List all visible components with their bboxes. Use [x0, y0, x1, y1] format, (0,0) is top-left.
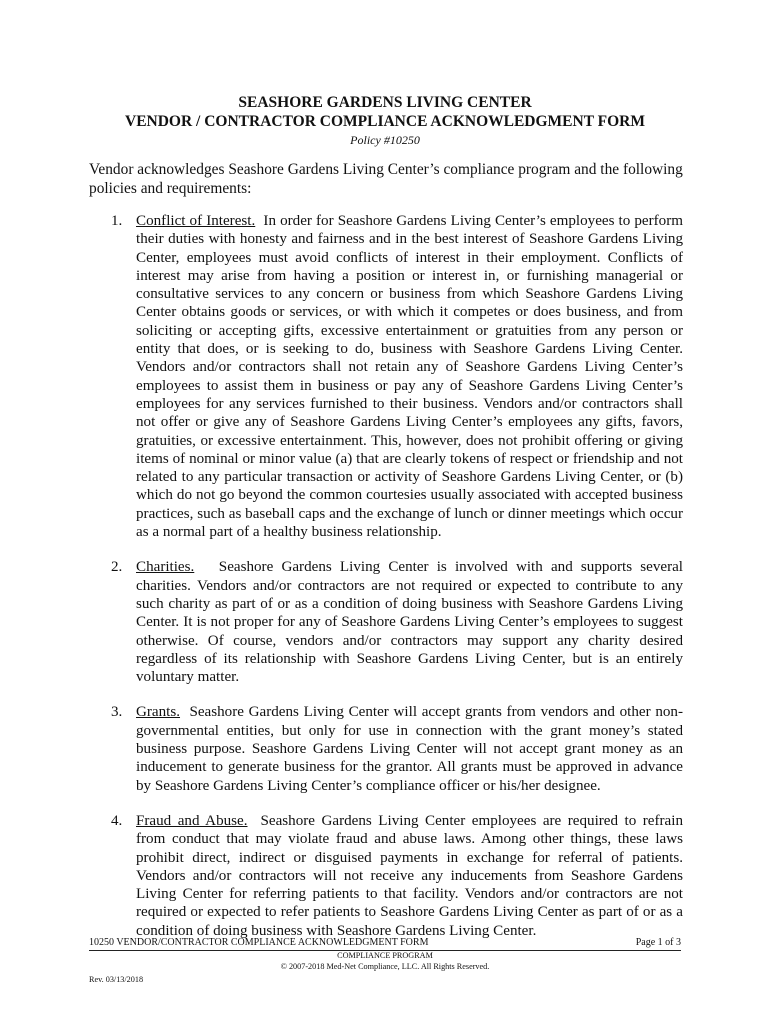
organization-name: SEASHORE GARDENS LIVING CENTER — [238, 94, 532, 111]
item-number: 3. — [111, 704, 123, 721]
item-title: Grants. — [136, 704, 181, 721]
item-title: Conflict of Interest. — [136, 213, 256, 229]
intro-paragraph: Vendor acknowledges Seashore Gardens Living Center’s compliance program and the following policies and requirements: — [89, 161, 683, 197]
document-header — [0, 93, 770, 148]
policy-number: Policy #10250 — [350, 133, 420, 147]
item-text: In order for Seashore Gardens Living Center’s employees to perform their duties with honesty and fairness and in the best interest of Seashore Gardens Living Center, employees must avoid conflicts of interest in their employment. Conflicts of interest may arise from having a position or interest in, or furnishing managerial or consultative services to any concern or business from which Seashore Gardens Living Center obtains goods or services, or with which it competes or does business, and from soliciting or accepting gifts, excessive entertainment or gratuities from any person or entity that does, or is seeking to do, business with Seashore Gardens Living Center. Vendors and/or contractors shall not retain any of Seashore Gardens Living Center’s employees to assist them in business or pay any of Seashore Gardens Living Center’s employees for any services furnished to their business. Vendors and/or contractors shall not offer or give any of Seashore Gardens Living Center’s employees any gifts, favors, gratuities, or excessive entertainment. This, however, does not prohibit offering or giving items of nominal or minor value (a) that are clearly tokens of respect or friendship and not related to any particular transaction or activity of Seashore Gardens Living Center, or (b) which do not go beyond the common courtesies usually associated with accepted business practices, such as baseball caps and the exchange of lunch or dinner meetings which occur as a normal part of a healthy business relationship. — [136, 213, 683, 541]
footer-revision: Rev. 03/13/2018 — [89, 975, 144, 984]
form-title: VENDOR / CONTRACTOR COMPLIANCE ACKNOWLEDGMENT FORM — [125, 113, 645, 130]
footer-form-name: 10250 VENDOR/CONTRACTOR COMPLIANCE ACKNOWLEDGMENT FORM — [89, 937, 429, 948]
policy-item-fraud-and-abuse — [89, 812, 683, 940]
footer-program: COMPLIANCE PROGRAM — [337, 951, 433, 960]
policy-item-grants — [89, 703, 683, 794]
item-text: Seashore Gardens Living Center will accept grants from vendors and other non-governmental entities, but only for use in connection with the grant money’s stated business purpose. Seashore Gardens Living Center will not accept grant money as an inducement to generate business for the grantor. All grants must be approved in advance by Seashore Gardens Living Center’s compliance officer or his/her designee. — [136, 704, 683, 794]
item-title: Fraud and Abuse. — [136, 812, 248, 829]
item-number: 4. — [111, 812, 123, 829]
item-title: Charities. — [136, 559, 195, 576]
footer-bar — [89, 937, 681, 951]
item-text: Seashore Gardens Living Center employees are required to refrain from conduct that may violate fraud and abuse laws. Among other things, these laws prohibit direct, indirect or disguised payments in exchange for referral of patients. Vendors and/or contractors will not receive any inducements from Seashore Gardens Living Center for referring patients to that facility. Vendors and/or contractors are not required or expected to refer patients to Seashore Gardens Living Center as part of or as a condition of doing business with Seashore Gardens Living Center. — [136, 812, 683, 939]
footer-center — [0, 951, 770, 972]
item-number: 2. — [111, 559, 123, 576]
footer-copyright: © 2007-2018 Med-Net Compliance, LLC. All Rights Reserved. — [280, 961, 490, 971]
policy-list — [89, 212, 683, 940]
item-text: Seashore Gardens Living Center is involved with and supports several charities. Vendors and/or contractors are not required or expected to contribute to any such charity as part of or as a condition of doing business with Seashore Gardens Living Center. It is not proper for any of Seashore Gardens Living Center’s employees to suggest otherwise. Of course, vendors and/or contractors may support any charity desired regardless of its relationship with Seashore Gardens Living Center, but is an entirely voluntary matter. — [136, 559, 683, 686]
policy-item-conflict-of-interest — [89, 212, 683, 541]
footer-page-number: Page 1 of 3 — [635, 937, 681, 948]
policy-item-charities — [89, 558, 683, 686]
item-number: 1. — [111, 213, 123, 229]
